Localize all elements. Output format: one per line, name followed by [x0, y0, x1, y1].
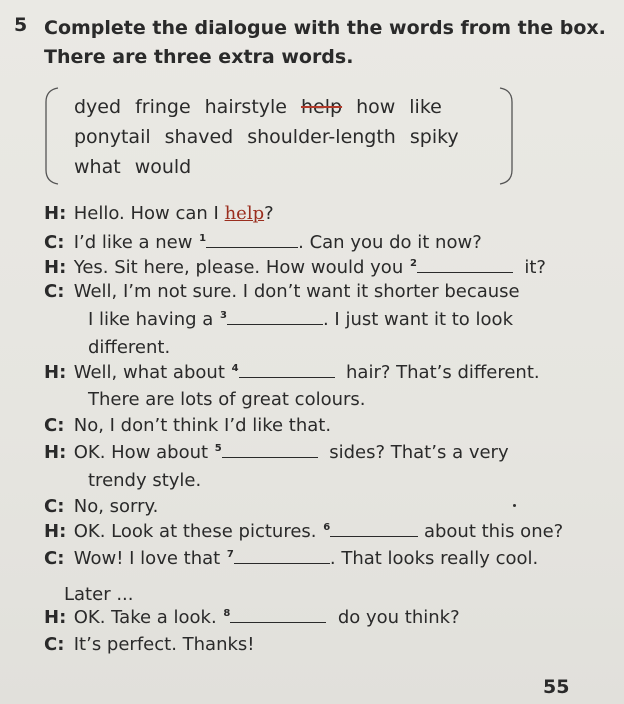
line-text: do you think? [337, 607, 460, 628]
speaker: C: [44, 634, 65, 655]
word-hairstyle: hairstyle [204, 96, 287, 118]
speaker: H: [44, 607, 67, 628]
line-text: it? [524, 257, 546, 278]
answer-blank-2[interactable] [417, 256, 513, 273]
line-text: I’d like a new [73, 232, 199, 253]
line-text: sides? That’s a very [329, 442, 509, 463]
word-what: what [74, 156, 121, 178]
word-spiky: spiky [409, 126, 459, 148]
word-like: like [409, 96, 442, 118]
answer-blank-7[interactable] [234, 547, 330, 564]
answer-blank-5[interactable] [222, 441, 318, 458]
line-text: . I just want it to look [322, 309, 513, 330]
handwritten-answer: help [224, 203, 265, 224]
dialogue-line-9 [44, 415, 331, 436]
gap-number: 3 [220, 310, 227, 321]
line-text: hair? That’s different. [346, 362, 540, 383]
word-ponytail: ponytail [74, 126, 151, 148]
line-text: Yes. Sit here, please. How would you [73, 257, 409, 278]
answer-blank-6[interactable] [330, 520, 418, 537]
dialogue-line-4 [44, 281, 520, 302]
line-text: Wow! I love that [73, 548, 226, 569]
dialogue-line-16 [44, 634, 255, 655]
answer-blank-3[interactable] [227, 308, 323, 325]
line-text: It’s perfect. Thanks! [73, 634, 255, 655]
dialogue-line-3 [44, 256, 546, 278]
dialogue-line-5 [88, 308, 513, 330]
line-text: OK. How about [73, 442, 214, 463]
exercise-instructions [44, 14, 614, 72]
dialogue-line-12 [44, 496, 158, 517]
speaker: C: [44, 548, 65, 569]
line-text: . Can you do it now? [298, 232, 482, 253]
dialogue-line-6 [88, 337, 170, 358]
speaker: H: [44, 442, 67, 463]
speaker: C: [44, 232, 65, 253]
word-shaved: shaved [164, 126, 234, 148]
page-number: 55 [543, 676, 570, 698]
line-text: Hello. How can I [73, 203, 225, 224]
word-row-1 [74, 92, 473, 122]
gap-number: 6 [323, 522, 331, 533]
word-list [74, 92, 473, 182]
dialogue-line-7 [44, 361, 540, 383]
dialogue-line-11 [88, 470, 201, 491]
dialogue-line-15 [44, 606, 460, 628]
dialogue-line-10 [44, 441, 509, 463]
line-text: about this one? [423, 521, 564, 542]
line-end: ? [264, 203, 274, 224]
speaker: C: [44, 415, 65, 436]
instruction-line-2: There are three extra words. [44, 46, 354, 68]
line-text: trendy style. [88, 470, 202, 491]
gap-number: 1 [199, 233, 207, 244]
line-text: No, I don’t think I’d like that. [73, 415, 332, 436]
dialogue-line-2 [44, 231, 482, 253]
line-text: There are lots of great colours. [88, 389, 366, 410]
speaker: C: [44, 281, 65, 302]
answer-blank-1[interactable] [206, 231, 298, 248]
instruction-line-1: Complete the dialogue with the words from the box. [44, 17, 606, 39]
line-text: I like having a [88, 309, 220, 330]
line-text: Well, I’m not sure. I don’t want it shorter because [73, 281, 520, 302]
gap-number: 7 [226, 549, 234, 560]
word-fringe: fringe [135, 96, 191, 118]
answer-blank-8[interactable] [230, 606, 326, 623]
gap-number: 2 [409, 258, 417, 269]
speaker: H: [44, 203, 67, 224]
word-row-3 [74, 152, 473, 182]
exercise-number: 5 [14, 14, 28, 36]
dialogue-line-14 [44, 547, 538, 569]
word-help-crossed: help [300, 96, 343, 118]
dialogue-line-1 [44, 203, 274, 224]
speaker: H: [44, 257, 67, 278]
later-label: Later ... [64, 584, 134, 605]
gap-number: 8 [223, 608, 231, 619]
dialogue-line-13 [44, 520, 563, 542]
speaker: H: [44, 362, 67, 383]
speaker: C: [44, 496, 65, 517]
line-text: Well, what about [73, 362, 231, 383]
speaker: H: [44, 521, 67, 542]
word-would: would [134, 156, 192, 178]
word-row-2 [74, 122, 473, 152]
line-text: No, sorry. [73, 496, 159, 517]
word-dyed: dyed [74, 96, 122, 118]
gap-number: 4 [231, 363, 239, 374]
word-shoulder-length: shoulder-length [247, 126, 396, 148]
ink-dot [513, 504, 516, 507]
gap-number: 5 [214, 443, 222, 454]
line-text: OK. Look at these pictures. [73, 521, 323, 542]
word-box [44, 84, 514, 186]
dialogue-line-8 [88, 389, 366, 410]
answer-blank-4[interactable] [239, 361, 335, 378]
line-text: . That looks really cool. [329, 548, 539, 569]
word-how: how [356, 96, 396, 118]
line-text: OK. Take a look. [73, 607, 223, 628]
line-text: different. [88, 337, 171, 358]
